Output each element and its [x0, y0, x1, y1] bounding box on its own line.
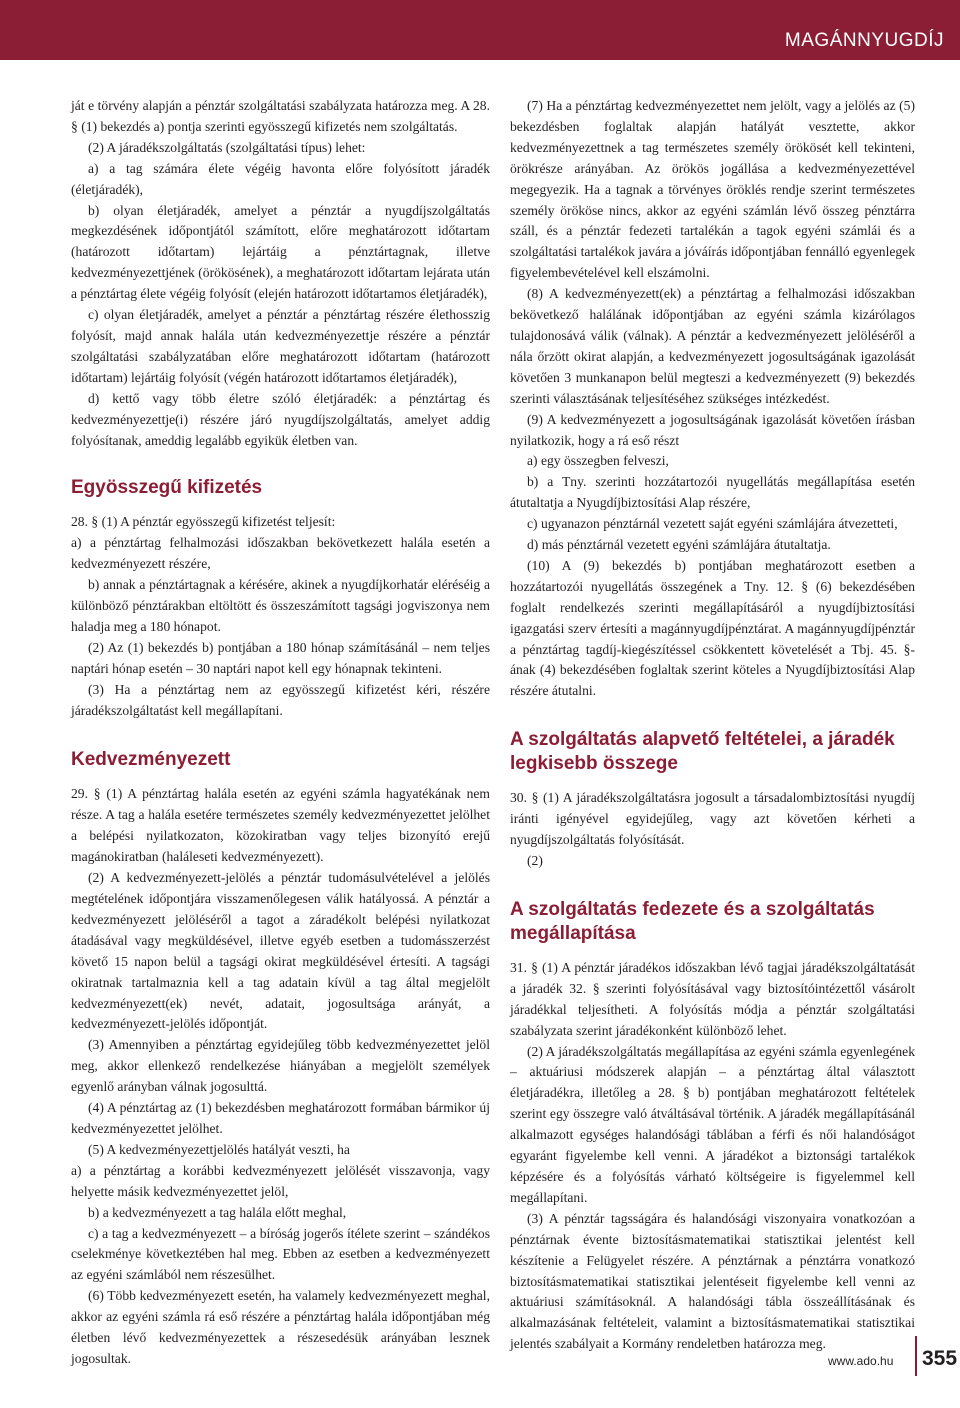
paragraph: (6) Több kedvezményezett esetén, ha valamely kedvezményezett meghal, akkor az egyéni számla rá eső részére a pénztártag halála időpontjában még életben lévő kedvezményezettek a részesedésük arányában lesznek jogosultak. — [71, 1288, 490, 1366]
paragraph: 28. § (1) A pénztár egyösszegű kifizetést teljesít: — [71, 514, 336, 530]
paragraph: ját e törvény alapján a pénztár szolgáltatási szabályzata határozza meg. A 28. § (1) bekezdés a) pontja szerinti egyösszegű kifizetés nem szolgáltatás. — [71, 98, 490, 134]
paragraph: b) a kedvezményezett a tag halála előtt meghal, — [88, 1204, 347, 1220]
paragraph: (2) Az (1) bekezdés b) pontjában a 180 hónap számításánál – nem teljes naptári hónap esetén – 30 naptári napot kell egy hónapnak tekinteni. — [71, 639, 490, 676]
footer-divider — [915, 1336, 917, 1376]
section-title: MAGÁNNYUGDÍJ — [784, 30, 944, 51]
paragraph: b) annak a pénztártagnak a kérésére, akinek a nyugdíjkorhatár eléréséig a különböző pénztárakban eltöltött és összeszámított tagsági jogviszonya nem haladja meg a 180 hónapot. — [71, 577, 490, 634]
right-column — [510, 96, 915, 1355]
paragraph: (3) Ha a pénztártag nem az egyösszegű kifizetést kéri, részére járadékszolgáltatást kell megállapítani. — [71, 681, 490, 718]
paragraph: (3) Amennyiben a pénztártag egyidejűleg több kedvezményezettet jelöl meg, akkor ellenkező rendelkezése hiányában a megjelölt személyek egyenlő arányban válnak jogosulttá. — [71, 1037, 490, 1095]
section-heading: A szolgáltatás alapvető feltételei, a járadék legkisebb összege — [510, 729, 895, 775]
header-bar — [0, 0, 960, 60]
website-url: www.ado.hu — [828, 1354, 894, 1368]
paragraph: a) egy összegben felveszi, — [527, 453, 669, 469]
paragraph: (8) A kedvezményezett(ek) a pénztártag a felhalmozási időszakban bekövetkező halálának időpontjában az egyéni számla kizárólagos tulajdonosává válik (válnak). A pénztár a kedvezményezett jelöléséről a nála őrzött okirat alapján, a kedvezményezett jogosultságának igazolását követően 3 munkanapon belül megteszi a kedvezményezett (9) bekezdés szerinti választásának teljesítéséhez szükséges intézkedést. — [510, 286, 915, 406]
paragraph: (2) A kedvezményezett-jelölés a pénztár tudomásulvételével a jelölés megtételének időpontjára visszamenőlegesen válik hatályossá. A pénztár a kedvezményezett jelöléséről a tagot a záradékolt belépési nyilatkozat átadásával vagy megküldésével, illetve egyéb esetben a tudomásszerzést követő 15 napon belül a tagsági okirat megküldésével értesíti. A tagsági okiratnak tartalmaznia kell a tag adatain kívül a tag által megjelölt kedvezményezett(ek) nevét, adatait, jogosultsága arányát, a kedvezményezett-jelölés időpontját. — [71, 870, 490, 1032]
paragraph: (2) A járadékszolgáltatás megállapítása az egyéni számla egyenlegének – aktuáriusi módszerek alapján – a pénztártag által választott életjáradékra, illetőleg a 28. § b) pontjában meghatározott feltételek szerint egy összegre való átváltásával történik. A járadék megállapításánál alkalmazott egységes halandósági táblában a férfi és női halandóságot egyaránt figyelembe kell venni. A járadékot a biztonsági tartalékok képzésére és a folyósítás várható költségeire is figyelemmel kell megállapítani. — [510, 1043, 915, 1205]
paragraph: a) a pénztártag a korábbi kedvezményezett jelölését visszavonja, vagy helyette másik kedvezményezettet jelöl, — [71, 1162, 490, 1199]
section-heading: Kedvezményezett — [71, 749, 231, 771]
paragraph: (3) A pénztár tagsságára és halandósági viszonyaira vonatkozóan a pénztárnak évente biztosításmatematikai statisztikai jelentést kell készítenie a Felügyelet részére. A pénztárnak a pénztárra vonatkozó biztosításmatematikai statisztikai jelentéseit figyelembe kell venni az aktuáriusi számításoknál. A halandósági tábla összeállításának és alkalmazásának feltételeit, valamint a biztosításmatematikai statisztikai jelentés szabályait a Kormány rendeletben határozza meg. — [510, 1210, 915, 1352]
paragraph: c) a tag a kedvezményezett – a bíróság jogerős ítélete szerint – szándékos cselekménye következtében hal meg. Ebben az esetben a kedvezményezett az egyéni számlából nem részesülhet. — [71, 1225, 490, 1283]
paragraph: (7) Ha a pénztártag kedvezményezettet nem jelölt, vagy a jelölés az (5) bekezdésben foglaltak alapján hatályát vesztette, akkor kedvezményezettnek a tag természetes személy örökösét kell tekinteni, örökrésze arányában. Az örökös jogállása a kedvezményezettével megegyezik. Ha a tagnak a törvényes öröklés rendje szerint természetes személy örököse nincs, akkor az egyéni számlán lévő összeg pénztárra száll, és a pénztár fedezeti tartalékán a tagok egyéni számlái és a szolgáltatási tartalékok javára a jóváírás időpontjában fennálló egyenlegek figyelembevételével kell elszámolni. — [510, 98, 916, 281]
page-number: 355 — [922, 1347, 958, 1370]
paragraph: (10) A (9) bekezdés b) pontjában meghatározott esetben a hozzátartozói nyugellátás összegének a Tny. 12. § (6) bekezdésében foglalt rendelkezés szerinti megállapításáról a nyugdíjbiztosítási igazgatási szerv értesíti a magánnyugdíjpénztárat. A magánnyugdíjpénztár a pénztártag tagdíj-kiegészítéssel csökkentett követelését a Tbj. 45. §-ának (4) bekezdésében foglaltak szerint köteles a Nyugdíjbiztosítási Alap részére átutalni. — [510, 557, 915, 699]
section-heading: Egyösszegű kifizetés — [71, 477, 263, 499]
paragraph: (5) A kedvezményezettjelölés hatályát veszti, ha — [88, 1141, 350, 1157]
paragraph: 29. § (1) A pénztártag halála esetén az egyéni számla hagyatékának nem része. A tag a halála esetére természetes személy kedvezményezettet jelölhet a belépési nyilatkozaton, közokiratban vagy teljes bizonyító erejű magánokiratban (haláleseti kedvezményezett). — [71, 786, 490, 865]
paragraph: 31. § (1) A pénztár járadékos időszakban lévő tagjai járadékszolgáltatását a járadék 32. § szerinti folyósításával vagy biztosítóintézettől vásárolt járadékkal teljesítheti. A folyósítás módja a pénztár szolgáltatási szabályzata szerint járadékonként különböző lehet. — [510, 959, 915, 1038]
section-heading: A szolgáltatás fedezete és a szolgáltatás megállapítása — [510, 898, 875, 944]
paragraph: c) ugyanazon pénztárnál vezetett saját egyéni számlájára átvezetteti, — [527, 516, 898, 532]
paragraph: a) a tag számára élete végéig havonta előre folyósított járadék (életjáradék), — [71, 160, 490, 197]
paragraph: (4) A pénztártag az (1) bekezdésben meghatározott formában bármikor új kedvezményezettet jelölhet. — [71, 1100, 490, 1136]
paragraph: 30. § (1) A járadékszolgáltatásra jogosult a társadalombiztosítási nyugdíj iránti igényével egyidejűleg, vagy azt követően kérheti a nyugdíjszolgáltatás folyósítását. — [510, 790, 915, 848]
paragraph: b) olyan életjáradék, amelyet a pénztár a nyugdíjszolgáltatás megkezdésének időpontjától számított, előre meghatározott időtartam (határozott időtartam) lejártáig a pénztártagnak, illetve kedvezményezettjének (örökösének), a meghatározott időtartam lejárata után a pénztártag élete végéig folyósít (elején határozott időtartamos életjáradék), — [71, 202, 490, 302]
paragraph: (9) A kedvezményezett a jogosultságának igazolását követően írásban nyilatkozik, hogy a rá eső részt — [510, 411, 915, 448]
paragraph: b) a Tny. szerinti hozzátartozói nyugellátás megállapítása esetén átutaltatja a Nyugdíjbiztosítási Alap részére, — [510, 474, 915, 511]
left-column — [71, 96, 490, 1370]
paragraph: (2) A járadékszolgáltatás (szolgáltatási típus) lehet: — [88, 139, 366, 155]
paragraph: d) kettő vagy több életre szóló életjáradék: a pénztártag és kedvezményezettje(i) részére járó nyugdíjszolgáltatás, amelyet addig folyósítanak, ameddig legalább egyikük életben van. — [71, 390, 490, 448]
paragraph: a) a pénztártag felhalmozási időszakban bekövetkezett halála esetén a kedvezményezett részére, — [71, 535, 490, 572]
paragraph: d) más pénztárnál vezetett egyéni számlájára átutaltatja. — [527, 537, 831, 553]
paragraph: (2) — [527, 853, 543, 868]
paragraph: c) olyan életjáradék, amelyet a pénztár a pénztártag részére élethosszig folyósít, majd annak halála után kedvezményezettje részére a pénztár szolgáltatási szabályzatában előre meghatározott időtartam (határozott időtartam) lejártáig folyósít (végén határozott időtartamos életjáradék), — [71, 307, 490, 385]
